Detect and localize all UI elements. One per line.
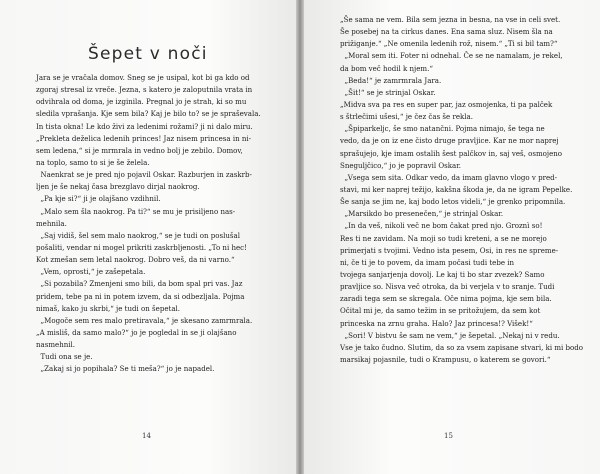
text-line: stavi, mi ker naprej težijo, kakšna škoda je, da ne igram Pepelke.	[340, 184, 573, 194]
book-gutter	[296, 0, 304, 474]
text-line: Še posebej na ta cirkus danes. Ena sama sluz. Nisem šla na	[340, 27, 553, 37]
text-line: marsikaj pojasnile, tudi o Krampusu, o katerem se govori.“	[340, 354, 551, 364]
text-line: odvihrala od doma, je izginila. Pregnal jo je strah, ki so mu	[36, 97, 247, 107]
text-line: „Mogoče sem res malo pretiravala,“ je skesano zamrmrala.	[36, 315, 253, 325]
text-line: zgoraj stresal iz vreče. Jezna, s katero je zaloputnila vrata in	[36, 85, 253, 95]
text-line: „Moral sem iti. Foter ni odnehal. Če se ne namalam, je rekel,	[340, 51, 563, 61]
text-line: ljen je še nekaj časa brezglavo dirjal naokrog.	[36, 182, 200, 192]
text-line: Vse je tako čudno. Slutim, da so za vsem zapisane stvari, ki mi bodo	[340, 342, 584, 352]
text-line: „Marsikdo bo presenečen,“ je strinjal Oskar.	[340, 209, 504, 219]
text-line: tvojega sanjarjenja dovolj. Le kaj ti bo star zvezek? Samo	[340, 269, 545, 279]
text-line: ni, če ti je to povem, da imam počasi tudi tebe in	[340, 257, 515, 267]
text-line: Očital mi je, da samo težim in se pritožujem, da sem kot	[340, 306, 541, 316]
text-line: Sneguljčico,“ jo je popravil Oskar.	[340, 160, 462, 170]
text-line: prižiganje.“ „Ne omenila ledenih rož, nisem.“ „Ti si bil tam?“	[340, 39, 558, 49]
text-line: pošaliti, vendar ni mogel prikriti zaskrbljenosti. „To ni hec!	[36, 242, 247, 252]
text-line: „In da veš, nikoli več ne bom čakat pred njo. Groznì so!	[340, 221, 543, 231]
text-line: „Vem, oprosti,“ je zašepetala.	[36, 267, 146, 277]
text-line: „Še sama ne vem. Bila sem jezna in besna, na vse in celi svet.	[340, 15, 561, 24]
text-line: princeska na zrnu graha. Halo? Jaz princesa!? Višek!“	[340, 318, 533, 328]
text-line: „Prekleta deželica ledenih princes! Jaz nisem princesa in ni-	[36, 133, 252, 143]
text-line: „Špiparkeljc, še smo natančni. Pojma nimajo, še tega ne	[340, 124, 545, 134]
left-page	[0, 0, 296, 474]
text-line: Jara se je vračala domov. Sneg se je usipal, kot bi ga kdo od	[36, 73, 250, 82]
text-line: „Pa kje si?“ ji je olajšano vzdihnil.	[36, 194, 161, 204]
text-line: pridem, tebe pa ni in potem izvem, da si odbezljala. Pojma	[36, 291, 245, 301]
text-line: „Midva sva pa res en super par, jaz osmojenka, ti pa palček	[340, 99, 553, 109]
chapter-title: Šepet v noči	[88, 44, 208, 64]
text-line: „Zakaj si jo popihala? Se ti meša?“ jo je napadel.	[36, 364, 215, 374]
right-page-body	[340, 14, 584, 366]
right-page	[304, 0, 600, 474]
text-line: sledila vprašanja. Kje sem bila? Kaj je bilo to? se je spraševala.	[36, 109, 261, 119]
text-line: „Šit!“ se je strinjal Oskar.	[340, 87, 436, 97]
text-line: nimaš, kako ju skrbi,“ je tudi on šepetal.	[36, 303, 181, 313]
text-line: nasmehnil.	[36, 340, 76, 350]
text-line: Res ti ne zavidam. Na moji so tudi kreteni, a se ne morejo	[340, 233, 547, 243]
text-line: „Saj vidiš, šel sem malo naokrog,“ se je tudi on poslušal	[36, 230, 240, 240]
text-line: Kot zmešan sem letal naokrog. Dobro veš, da ni varno.“	[36, 255, 235, 265]
text-line: „Si pozabila? Zmenjeni smo bili, da bom spal pri vas. Jaz	[36, 279, 243, 289]
text-line: na toplo, samo to si je še želela.	[36, 157, 150, 167]
text-line: „Malo sem šla naokrog. Pa ti?“ se mu je prisiljeno nas-	[36, 206, 236, 216]
text-line: sprašujejo, kje imam ostalih šest palčkov in, saj veš, osmojeno	[340, 148, 563, 158]
text-line: zaradi tega sem se skregala. Oče nima pojma, kje sem bila.	[340, 294, 552, 304]
text-line: Tudi ona se je.	[36, 352, 93, 362]
text-line: „Sori! V bistvu še sam ne vem,“ je šepetal. „Nekaj ni v redu.	[340, 330, 560, 340]
text-line: „Beda!“ je zamrmrala Jara.	[340, 75, 442, 85]
right-page-number: 15	[444, 432, 453, 440]
text-line: sem ledena,“ si je mrmrala in vedno bolj je zebilo. Domov,	[36, 145, 243, 155]
left-page-number: 14	[142, 432, 151, 440]
text-line: „A misliš, da samo malo?“ jo je pogledal in se ji olajšano	[36, 327, 237, 337]
text-line: Naenkrat se je pred njo pojavil Oskar. Razburjen in zaskrb-	[36, 170, 252, 180]
text-line: vedo, da je on iz ene čisto druge pravljice. Kar ne mor naprej	[340, 136, 559, 146]
left-page-body	[36, 72, 274, 376]
text-line: mehnila.	[36, 218, 67, 228]
text-line: pravljice so. Nisva več otroka, da bi verjela v to sranje. Tudi	[340, 282, 555, 292]
text-line: primerjati s tvojimi. Vedno ista pesem, Osi, in res ne spreme-	[340, 245, 559, 255]
text-line: Še sanja se jim ne, kaj bodo letos videli,“ je grenko pripomnila.	[340, 197, 566, 207]
text-line: „Vsega sem sita. Odkar vedo, da imam glavno vlogo v pred-	[340, 172, 558, 182]
text-line: s štrlečimi ušesi,“ je čez čas še rekla.	[340, 112, 473, 122]
text-line: In tista okna! Le kdo živi za ledenimi rožami? ji ni dalo miru.	[36, 121, 253, 131]
text-line: da bom več hodil k njem.“	[340, 63, 433, 73]
